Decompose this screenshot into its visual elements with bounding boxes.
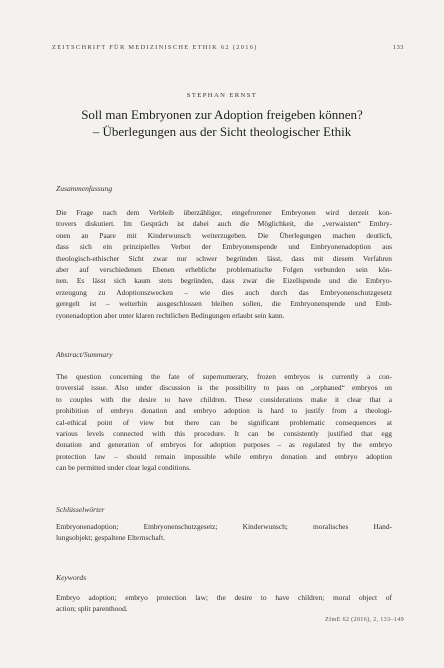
text-line: trovers diskutiert. Im Gespräch ist dabei auch die Möglichkeit, die „verwaisten“ Embry-	[56, 219, 392, 229]
text-line: troversial issue. Also under discussion is the possibility to pass on „orphaned“ embryos on	[56, 383, 392, 393]
text-line: Embryo adoption; embryo protection law; the desire to have children; moral object of	[56, 593, 392, 602]
text-line: protection law – should remain impossible while embryo donation and embryo adoption	[56, 451, 392, 461]
text-line: action; split parenthood.	[56, 604, 128, 614]
text-line: nen. Es lässt sich kaum stets begründen, dass zwar die Eizellspende und die Embryo-	[56, 276, 392, 286]
text-line: geregelt ist – weiterhin ausgeschlossen bleiben sollen, die Embryonenspende und Emb-	[56, 299, 392, 309]
text-line: Embryonenadoption; Embryonenschutzgesetz; Kinderwunsch; moralisches Hand-	[56, 522, 392, 531]
page-number: 133	[392, 44, 404, 51]
text-line: erzeugung zu Adoptionszwecken – wie dies auch durch das Embryonenschutzgesetz	[56, 287, 392, 297]
abstract-heading: Abstract/Summary	[56, 350, 113, 359]
journal-title: ZEITSCHRIFT FÜR MEDIZINISCHE ETHIK 62 (2016)	[52, 44, 258, 51]
zusammenfassung-text	[56, 207, 392, 321]
schluesselwoerter-heading: Schlüsselwörter	[56, 505, 105, 514]
title-line-1: Soll man Embryonen zur Adoption freigeben können?	[81, 107, 363, 122]
text-line: various levels connected with this procedure. It can be consistently justified that egg	[56, 429, 392, 439]
text-line: The question concerning the fate of supernumerary, frozen embryos is currently a con-	[56, 372, 392, 381]
citation-footer: ZfmE 62 (2016), 2, 133–149	[325, 616, 404, 623]
text-line: prohibition of embryo donation and embryo adoption is hard to justify from a theologi-	[56, 406, 392, 416]
text-line: ryonenadoption aber unter klaren rechtlichen Bedingungen erlaubt sein kann.	[56, 310, 285, 320]
title-line-2: – Überlegungen aus der Sicht theologischer Ethik	[92, 124, 352, 139]
text-line: can be permitted under clear legal conditions.	[56, 463, 191, 473]
text-line: to couples with the desire to have children. These considerations make it clear that a	[56, 394, 392, 404]
text-line: onen an Paare mit Kinderwunsch weiterzugeben. Die Überlegungen machen deutlich,	[56, 230, 392, 240]
text-line: donation and generation of embryos for adoption purposes – as regulated by the embryo	[56, 440, 392, 450]
text-line: cal-ethical point of view but there can be significant problematic consequences at	[56, 417, 392, 427]
text-line: Die Frage nach dem Verbleib überzähliger, eingefrorener Embryonen wird derzeit kon-	[56, 208, 392, 217]
author-name: STEPHAN ERNST	[186, 92, 258, 99]
text-line: theologisch-ethischer Sicht zwar nur schwer begründen lässt, dass mit diesem Verfahren	[56, 253, 392, 263]
running-head	[52, 44, 404, 51]
keywords-text	[56, 592, 392, 615]
abstract-text	[56, 371, 392, 474]
keywords-heading: Keywords	[56, 573, 87, 582]
text-line: dass sich ein prinzipielles Verbot der Embryonenspende und Embryonenadoption aus	[56, 242, 392, 252]
schluesselwoerter-text	[56, 521, 392, 544]
zusammenfassung-heading: Zusammenfassung	[56, 184, 113, 193]
article-title	[40, 106, 404, 140]
text-line: aber auf verschiedenen Ebenen erhebliche problematische Folgen verbunden sein kön-	[56, 265, 392, 275]
text-line: lungsobjekt; gespaltene Elternschaft.	[56, 533, 165, 543]
